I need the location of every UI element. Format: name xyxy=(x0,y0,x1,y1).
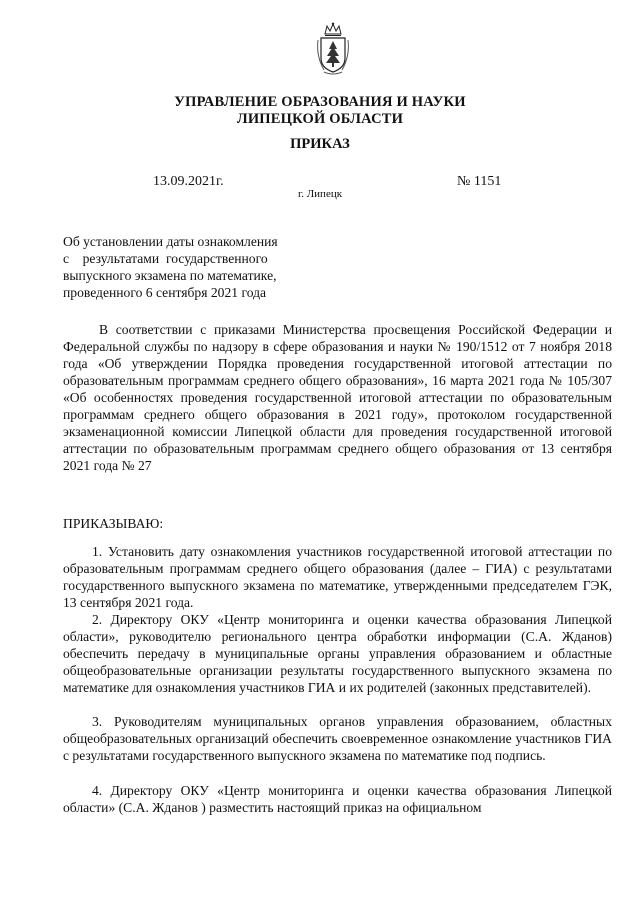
coat-of-arms-icon xyxy=(315,22,351,76)
subject-line: выпускного экзамена по математике, xyxy=(63,268,277,283)
document-title: ПРИКАЗ xyxy=(290,136,350,152)
order-date: 13.09.2021г. xyxy=(153,174,224,189)
directive-heading: ПРИКАЗЫВАЮ: xyxy=(63,516,164,531)
organization-name-line2: ЛИПЕЦКОЙ ОБЛАСТИ xyxy=(236,111,404,127)
order-subject xyxy=(63,233,303,301)
order-item-1: 1. Установить дату ознакомления участников государственной итоговой аттестации по образовательным программам среднего общего образования (далее – ГИА) с результатами государственного выпускного экзамена по математике, утвержденными председателем ГЭК, 13 сентября 2021 года. xyxy=(63,544,612,610)
subject-line: Об установлении даты ознакомления xyxy=(63,234,278,249)
subject-line: проведенного 6 сентября 2021 года xyxy=(63,285,267,300)
subject-line: с результатами государственного xyxy=(63,251,268,266)
order-number: № 1151 xyxy=(457,174,502,189)
organization-name-line1: УПРАВЛЕНИЕ ОБРАЗОВАНИЯ И НАУКИ xyxy=(174,94,466,110)
order-item-3: 3. Руководителям муниципальных органов управления образованием, областных общеобразовательных организаций обеспечить своевременное ознакомление участников ГИА с результатами государственного выпускного экзамена по математике под подпись. xyxy=(63,714,612,763)
order-item-4: 4. Директору ОКУ «Центр мониторинга и оценки качества образования Липецкой области» (С.А. Жданов ) разместить настоящий приказ на официальном xyxy=(63,783,612,815)
order-item-2: 2. Директору ОКУ «Центр мониторинга и оценки качества образования Липецкой области», руководителю регионального центра обработки информации (С.А. Жданов) обеспечить передачу в муниципальные органы управления образованием и областные общеобразовательные организации результаты государственного выпускного экзамена по математике для ознакомления участников ГИА и их родителей (законных представителей). xyxy=(63,612,612,695)
preamble-paragraph: В соответствии с приказами Министерства просвещения Российской Федерации и Федеральной службы по надзору в сфере образования и науки № 190/1512 от 7 ноября 2018 года «Об утверждении Порядка проведения государственной итоговой аттестации по образовательным программам среднего общего образования», 16 марта 2021 года № 105/307 «Об особенностях проведения государственной итоговой аттестации по образовательным программам среднего общего образования в 2021 году», протоколом государственной экзаменационной комиссии Липецкой области для проведения государственной итоговой аттестации по образовательным программам среднего общего образования от 13 сентября 2021 года № 27 xyxy=(63,322,612,473)
order-city: г. Липецк xyxy=(297,188,343,200)
